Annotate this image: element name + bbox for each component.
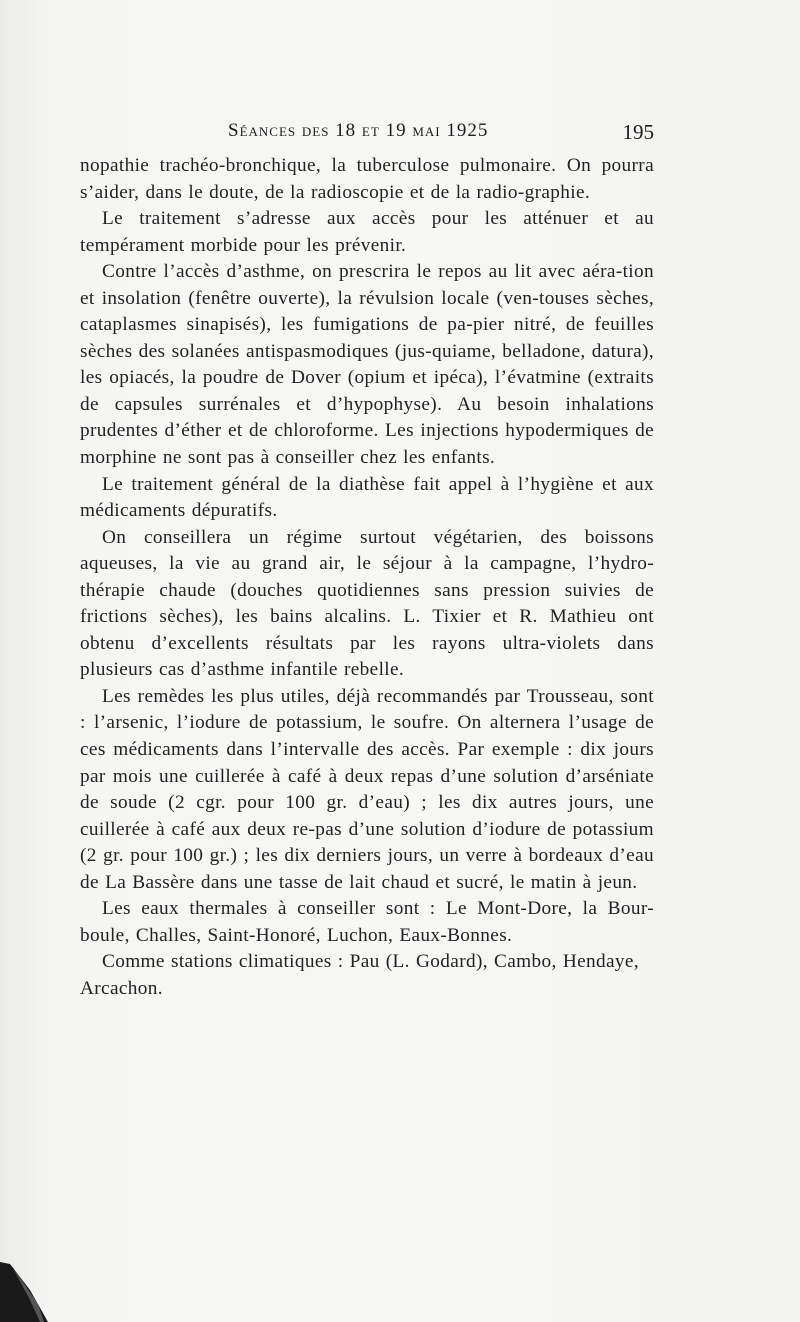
paragraph-regimen: On conseillera un régime surtout végétarien, des boissons aqueuses, la vie au grand air, le séjour à la campagne, l’hydro-thérapie chaude (douches quotidiennes sans pression suivies de frictions sèches), les bains alcalins. L. Tixier et R. Mathieu ont obtenu d’excellents résultats par les rayons ultra-violets dans plusieurs cas d’asthme infantile rebelle. xyxy=(80,526,654,681)
running-title: Séances des 18 et 19 mai 1925 xyxy=(228,120,489,141)
scan-edge-mark xyxy=(0,1242,70,1322)
paragraph-thermal-waters: Les eaux thermales à conseiller sont : Le Mont-Dore, la Bour-boule, Challes, Saint-Honoré, Luchon, Eaux-Bonnes. xyxy=(80,898,654,946)
paragraph-remedies: Les remèdes les plus utiles, déjà recommandés par Trousseau, sont : l’arsenic, l’iodure de potassium, le soufre. On alternera l’usage de ces médicaments dans l’intervalle des accès. Par exemple : dix jours par mois une cuillerée à café à deux repas d’une solution d’arséniate de soude (2 cgr. pour 100 gr. d’eau) ; les dix autres jours, une cuillerée à café aux deux re-pas d’une solution d’iodure de potassium (2 gr. pour 100 gr.) ; les dix derniers jours, un verre à bordeaux d’eau de La Bassère dans une tasse de lait chaud et sucré, le matin à jeun. xyxy=(80,685,654,893)
page-header xyxy=(80,118,660,148)
paragraph-climatic-stations: Comme stations climatiques : Pau (L. Godard), Cambo, Hendaye, Arcachon. xyxy=(80,951,639,999)
page-number: 195 xyxy=(622,120,654,144)
paragraph-tuberculosis-diagnosis: nopathie trachéo-bronchique, la tuberculose pulmonaire. On pourra s’aider, dans le doute, de la radioscopie et de la radio-graphie. xyxy=(80,155,654,203)
scan-edge-shape xyxy=(0,1242,70,1322)
paragraph-treatment-intro: Le traitement s’adresse aux accès pour les atténuer et au tempérament morbide pour les prévenir. xyxy=(80,208,654,256)
paragraph-acute-attack-treatment: Contre l’accès d’asthme, on prescrira le repos au lit avec aéra-tion et insolation (fenêtre ouverte), la révulsion locale (ven-touses sèches, cataplasmes sinapisés), les fumigations de pa-pier nitré, de feuilles sèches des solanées antispasmodiques (jus-quiame, belladone, datura), les opiacés, la poudre de Dover (opium et ipéca), l’évatmine (extraits de capsules surrénales et d’hypophyse). Au besoin inhalations prudentes d’éther et de chloroforme. Les injections hypodermiques de morphine ne sont pas à conseiller chez les enfants. xyxy=(80,261,654,469)
paragraph-general-treatment: Le traitement général de la diathèse fait appel à l’hygiène et aux médicaments dépuratifs. xyxy=(80,473,654,522)
body-text xyxy=(80,153,654,1003)
